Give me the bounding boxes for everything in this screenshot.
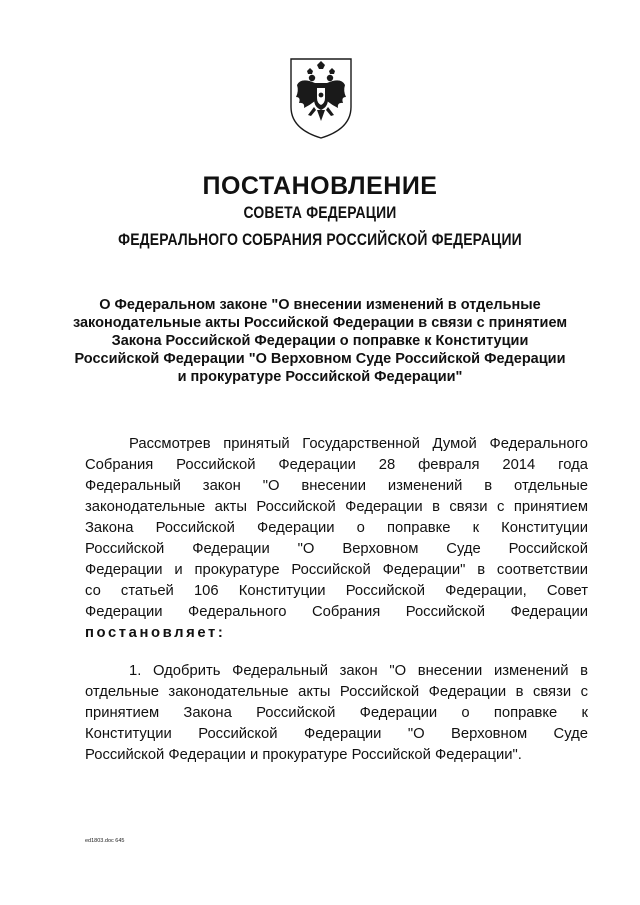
text-line: Федерации и прокуратуре Российской Федерации" в соответствии [85, 562, 588, 578]
subject-line: Российской Федерации "О Верховном Суде Российской Федерации [74, 351, 566, 367]
text-line: Собрания Российской Федерации 28 февраля 2014 года [85, 457, 588, 473]
text-line: законодательные акты Российской Федерации в связи с принятием [85, 499, 588, 515]
clause-1-paragraph [85, 661, 588, 766]
coat-of-arms-icon [287, 55, 355, 141]
issuer-line-1: СОВЕТА ФЕДЕРАЦИИ [243, 203, 397, 222]
text-line: Федерации Федерального Собрания Российской Федерации [85, 604, 588, 620]
document-title: ПОСТАНОВЛЕНИЕ [202, 172, 438, 200]
text-line: отдельные законодательные акты Российской Федерации в связи с [85, 684, 588, 700]
text-line: Конституции Российской Федерации "О Верховном Суде [85, 726, 588, 742]
subject-line: О Федеральном законе "О внесении изменений в отдельные [99, 297, 541, 313]
text-line: Федеральный закон "О внесении изменений в отдельные [85, 478, 588, 494]
resolves-word: постановляет: [85, 625, 226, 641]
text-line: 1. Одобрить Федеральный закон "О внесении изменений в [129, 663, 588, 679]
text-line: Рассмотрев принятый Государственной Думой Федерального [129, 436, 588, 452]
subject-line: и прокуратуре Российской Федерации" [177, 369, 463, 385]
text-line: Российской Федерации "О Верховном Суде Российской [85, 541, 588, 557]
subject-line: Закона Российской Федерации о поправке к Конституции [111, 333, 529, 349]
subject-line: законодательные акты Российской Федерации в связи с принятием [72, 315, 568, 331]
text-line: Закона Российской Федерации о поправке к Конституции [85, 520, 588, 536]
document-code: ed1803.doc 645 [85, 838, 125, 844]
issuer-line-2: ФЕДЕРАЛЬНОГО СОБРАНИЯ РОССИЙСКОЙ ФЕДЕРАЦИИ [118, 230, 522, 249]
text-line: принятием Закона Российской Федерации о поправке к [85, 705, 588, 721]
text-line: со статьей 106 Конституции Российской Федерации, Совет [85, 583, 588, 599]
text-line: Российской Федерации и прокуратуре Российской Федерации". [85, 747, 522, 763]
preamble-paragraph [85, 434, 588, 644]
document-subject [60, 296, 580, 386]
